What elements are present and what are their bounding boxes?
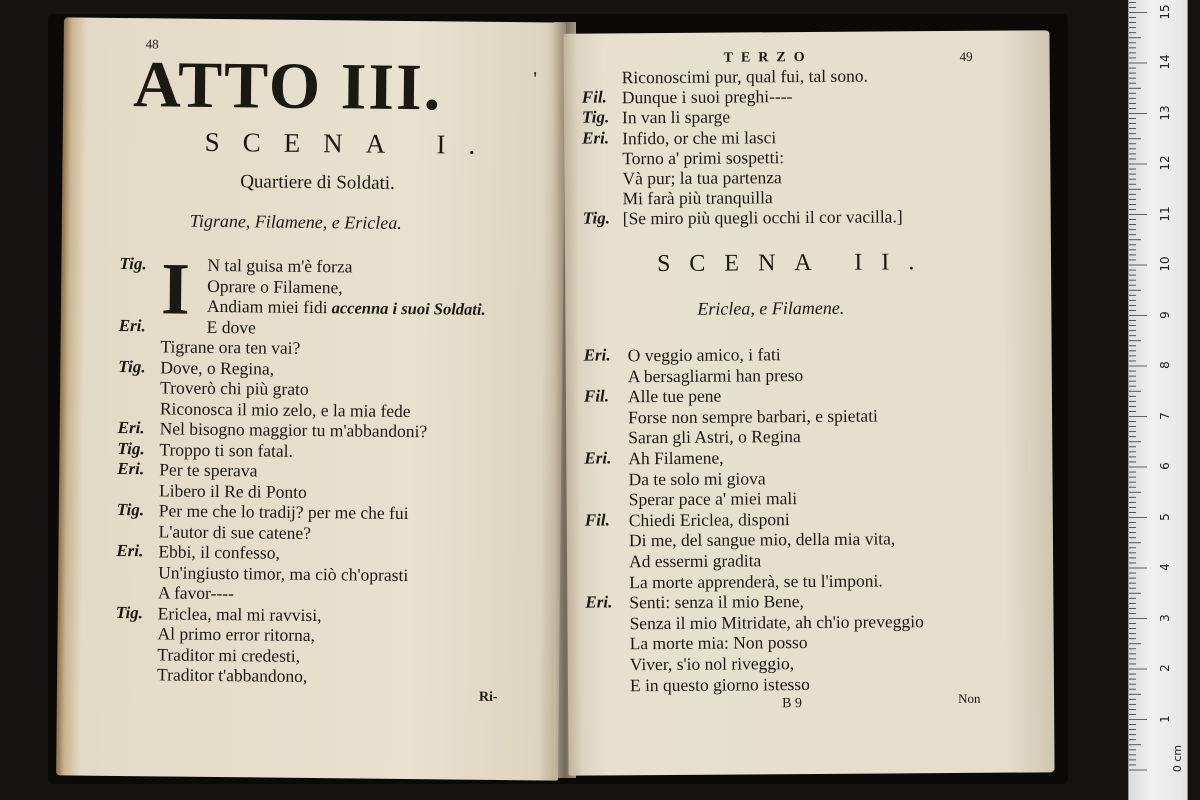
running-head: TERZO <box>723 49 813 66</box>
verse-text: Riconoscimi pur, qual fui, tal sono. <box>621 65 869 88</box>
verse-text: Infido, or che mi lasci <box>622 126 777 148</box>
verse-text: La morte mia: Non posso <box>629 632 808 654</box>
speaker-label: Fil. <box>584 510 610 530</box>
ruler-number: 10 <box>1158 256 1172 272</box>
verse-text: Và pur; la tua partenza <box>622 167 782 189</box>
right-page-number: 49 <box>959 48 973 64</box>
speaker-label: Tig. <box>582 208 611 228</box>
verse-line <box>158 582 234 604</box>
ruler-number: 4 <box>1158 563 1172 571</box>
verse-line <box>622 167 782 189</box>
verse-line <box>628 468 765 490</box>
catchword-right: Non <box>958 690 981 706</box>
verse-line <box>160 377 309 400</box>
drop-cap-left: I <box>160 248 191 331</box>
ruler-number: 15 <box>1158 3 1172 20</box>
verse-text: A bersagliarmi han preso <box>627 364 804 386</box>
scene-title-left: SCENA I. <box>204 126 499 160</box>
ruler-unit-label: 0 cm <box>1171 744 1185 773</box>
verse-text: In van li sparge <box>621 106 731 128</box>
speaker-label: Tig. <box>118 356 146 376</box>
ruler-number: 8 <box>1158 361 1172 369</box>
verse-line <box>622 187 772 209</box>
verse-text: Viver, s'io nol riveggio, <box>629 653 795 675</box>
verse-text: Di me, del sangue mio, della mia vita, <box>628 528 896 551</box>
speaker-label: Tig. <box>119 253 147 274</box>
verse-line <box>207 275 343 297</box>
verse-text: Tigrane ora ten vai? <box>160 336 301 358</box>
verse-line <box>157 623 315 646</box>
verse-line <box>628 426 801 448</box>
speaker-label: Eri. <box>585 592 613 612</box>
verse-text: E dove <box>206 316 256 337</box>
verse-line <box>157 664 307 687</box>
verse-line <box>159 439 293 461</box>
verse-text: Ah Filamene, <box>628 447 724 469</box>
verse-line <box>158 541 280 563</box>
ruler-number: 13 <box>1158 104 1172 121</box>
verse-text: Mi farà più tranquilla <box>622 187 773 209</box>
verse-line <box>622 107 730 129</box>
verse-line <box>622 127 776 149</box>
verse-text: Riconosca il mio zelo, e la mia fede <box>159 397 411 421</box>
verse-line <box>159 459 257 481</box>
verse-text: Ad essermi gradita <box>629 550 762 572</box>
verse-text: Torno a' primi sospetti: <box>622 146 785 169</box>
speaker-label: Eri. <box>116 540 144 561</box>
verse-line <box>628 448 723 470</box>
ruler-number: 2 <box>1158 664 1172 672</box>
verse-text: Senti: senza il mio Bene, <box>629 591 804 613</box>
verse-text: [Se miro più quegli occhi il cor vacilla.] <box>622 206 903 229</box>
verse-text: Andiam miei fidi <box>206 295 328 318</box>
speaker-label: Tig. <box>115 602 144 622</box>
verse-text: Nel bisogno maggior tu m'abbandoni? <box>159 418 428 442</box>
verse-line <box>628 386 721 408</box>
left-page-number: 48 <box>145 36 159 52</box>
ruler-number: 6 <box>1158 462 1172 470</box>
verse-text: E in questo giorno istesso <box>629 673 810 695</box>
verse-text: La morte apprenderà, se tu l'imponi. <box>629 570 883 592</box>
verse-line <box>160 357 274 379</box>
verse-line <box>628 365 804 387</box>
right-page <box>563 30 1054 775</box>
verse-text: Traditor mi credesti, <box>157 643 301 666</box>
act-title: ATTO III. <box>132 48 443 125</box>
verse-text: Oprare o Filamene, <box>207 275 343 297</box>
verse-text: Libero il Re di Ponto <box>158 479 307 502</box>
verse-line <box>629 570 883 593</box>
ruler-number: 7 <box>1158 411 1172 420</box>
verse-line <box>629 591 804 613</box>
scene-characters-right: Ericlea, e Filamene. <box>697 297 845 319</box>
ruler-number: 1 <box>1158 714 1172 723</box>
verse-text: Traditor t'abbandono, <box>157 664 308 686</box>
verse-line <box>623 207 903 230</box>
verse-text: Per me che lo tradij? per me che fui <box>158 500 409 524</box>
speaker-label: Fil. <box>581 87 607 107</box>
verse-text: Sperar pace a' miei mali <box>628 488 798 510</box>
verse-text: Al primo error ritorna, <box>157 623 316 646</box>
verse-line <box>630 632 808 654</box>
verse-text: Chiedi Ericlea, disponi <box>628 508 790 531</box>
verse-line <box>207 316 256 338</box>
ruler-number: 5 <box>1158 512 1172 521</box>
stage-direction: accenna i suoi Soldati. <box>327 298 486 319</box>
speaker-label: Tig. <box>581 107 610 127</box>
verse-text: Un'ingiusto timor, ma ciò ch'oprasti <box>158 561 409 585</box>
verse-line <box>159 480 307 503</box>
left-page <box>56 17 566 780</box>
speaker-label: Fil. <box>583 386 610 406</box>
verse-text: Per te sperava <box>159 459 258 481</box>
scene-characters-left: Tigrane, Filamene, e Ericlea. <box>189 210 402 233</box>
verse-text: Ericlea, mal mi ravvisi, <box>157 602 322 625</box>
speaker-label: Eri. <box>584 448 612 468</box>
verse-text: Da te solo mi giova <box>628 467 766 489</box>
verse-line <box>158 521 311 544</box>
verse-line <box>629 488 798 510</box>
verse-line <box>629 509 790 531</box>
verse-line <box>628 344 781 366</box>
verse-line <box>629 611 923 634</box>
verse-text: Forse non sempre barbari, e spietati <box>628 405 878 428</box>
ruler-number: 11 <box>1158 205 1172 222</box>
ruler-number: 14 <box>1158 54 1172 70</box>
verse-line <box>160 336 300 358</box>
verse-text: N tal guisa m'è forza <box>207 254 353 277</box>
verse-line <box>629 529 895 552</box>
speaker-label: Tig. <box>117 438 145 458</box>
verse-line <box>628 405 878 428</box>
verse-line <box>630 653 794 675</box>
verse-line <box>622 66 868 89</box>
catchword-left: Ri- <box>478 689 498 705</box>
scene-setting: Quartiere di Soldati. <box>240 171 395 194</box>
verse-line <box>622 86 793 108</box>
speaker-label: Tig. <box>116 499 145 520</box>
speaker-label: Eri. <box>118 315 146 335</box>
scene-title-right: SCENA II. <box>656 249 934 278</box>
verse-line <box>158 603 322 626</box>
verse-text: L'autor di sue catene? <box>158 520 312 543</box>
verse-text: Senza il mio Mitridate, ah ch'io preveggio <box>629 611 924 634</box>
verse-line <box>629 550 761 572</box>
verse-text: A favor---- <box>157 582 235 604</box>
act-mark: ' <box>533 68 538 91</box>
speaker-label: Eri. <box>582 127 610 148</box>
speaker-label: Eri. <box>117 458 145 479</box>
verse-line <box>207 255 352 278</box>
verse-text: Saran gli Astri, o Regina <box>628 426 801 448</box>
verse-line <box>157 644 300 666</box>
verse-text: Troppo ti son fatal. <box>159 438 294 461</box>
verse-text: Alle tue pene <box>627 385 722 407</box>
verse-text: Dunque i suoi preghi---- <box>621 86 793 108</box>
ruler-number: 9 <box>1158 310 1172 319</box>
verse-text: O veggio amico, i fati <box>627 344 781 366</box>
speaker-label: Eri. <box>117 417 145 438</box>
verse-line <box>622 147 784 169</box>
speaker-label: Eri. <box>583 345 611 365</box>
ruler-number: 3 <box>1158 613 1172 622</box>
measuring-ruler <box>1128 0 1188 800</box>
ruler-number: 12 <box>1158 155 1172 171</box>
verse-line <box>630 674 810 696</box>
signature-mark: B 9 <box>782 696 802 712</box>
verse-text: Ebbi, il confesso, <box>158 541 281 563</box>
verse-text: Dove, o Regina, <box>160 356 275 379</box>
verse-text: Troverò chi più grato <box>160 377 309 399</box>
